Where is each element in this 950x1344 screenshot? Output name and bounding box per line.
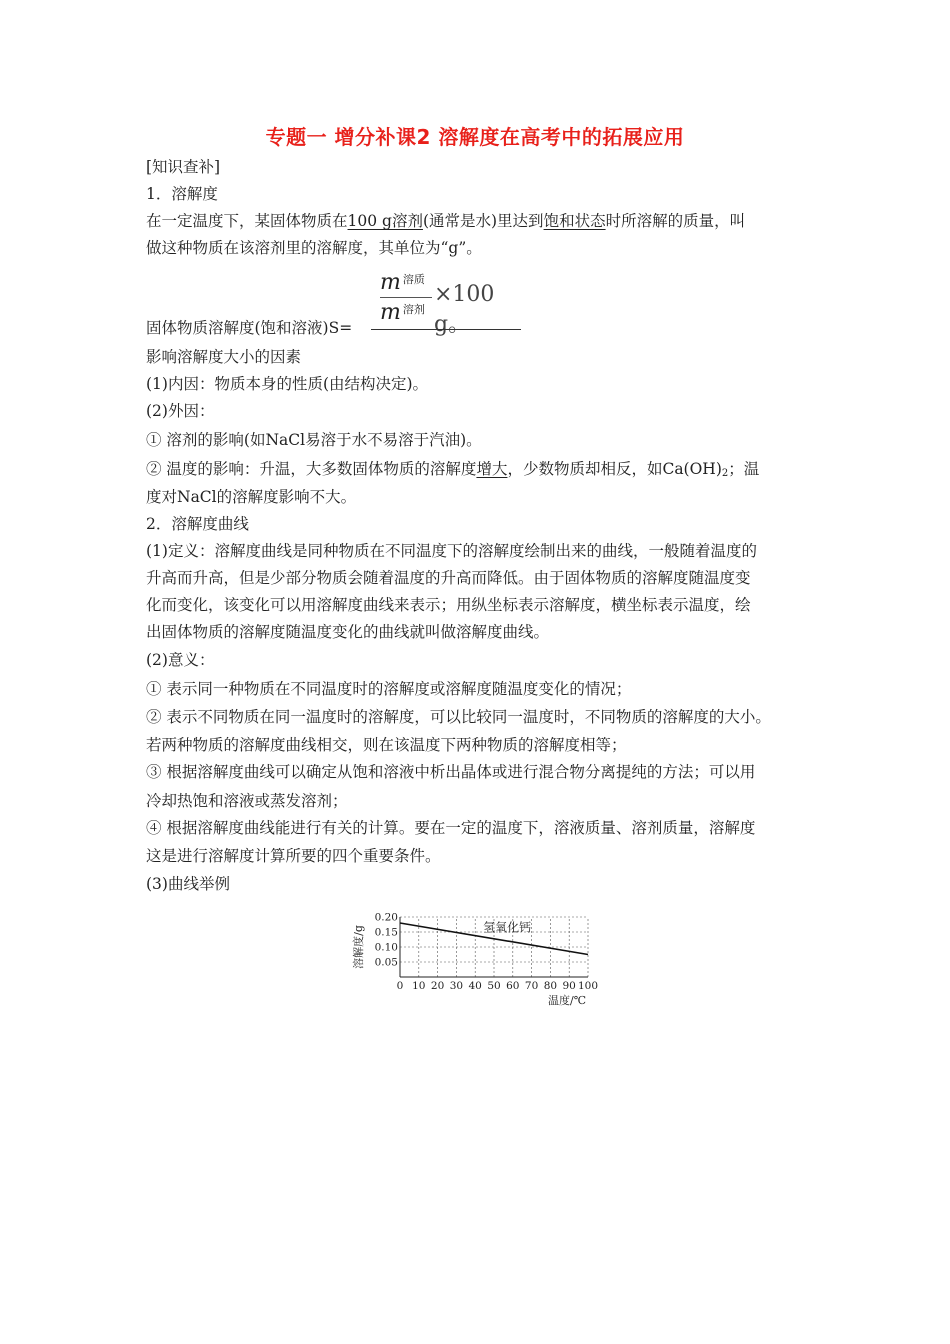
solubility-formula-image: m $^{溶质}$ m $^{溶剂}$ ×100 g。 xyxy=(380,270,495,337)
meaning-line: ③ 根据溶解度曲线可以确定从饱和溶液中析出晶体或进行混合物分离提纯的方法；可以用 xyxy=(146,763,756,781)
y-tick-label: 0.10 xyxy=(374,941,398,954)
formula-label: 固体物质溶解度(饱和溶液)S= xyxy=(146,319,353,337)
x-tick-label: 90 xyxy=(562,980,576,992)
y-axis-label: 溶解度/g xyxy=(352,925,365,969)
x-tick-label: 80 xyxy=(543,980,558,992)
example-heading: (3)曲线举例 xyxy=(146,875,230,893)
sec1-definition-cont: 做这种物质在该溶剂里的溶解度，其单位为“g”。 xyxy=(146,239,482,257)
factor-external: (2)外因： xyxy=(146,402,215,420)
meaning-line: 冷却热饱和溶液或蒸发溶剂； xyxy=(146,792,348,810)
x-tick-label: 20 xyxy=(430,980,445,992)
x-tick-label: 0 xyxy=(396,980,404,992)
factor-internal: (1)内因：物质本身的性质(由结构决定)。 xyxy=(146,375,429,393)
meaning-heading: (2)意义： xyxy=(146,651,215,669)
sec2-heading: 2．溶解度曲线 xyxy=(146,515,249,533)
section-header: [知识查补] xyxy=(146,158,221,176)
x-tick-label: 40 xyxy=(468,980,482,992)
sec1-heading: 1．溶解度 xyxy=(146,185,218,203)
factor-temperature-cont: 度对NaCl的溶解度影响不大。 xyxy=(146,488,357,506)
solubility-chart xyxy=(340,902,610,1012)
meaning-line: ④ 根据溶解度曲线能进行有关的计算。要在一定的温度下，溶液质量、溶剂质量，溶解度 xyxy=(146,819,756,837)
x-tick-label: 100 xyxy=(577,980,599,992)
y-tick-label: 0.15 xyxy=(374,926,398,939)
x-tick-label: 50 xyxy=(487,980,501,992)
x-tick-label: 60 xyxy=(506,980,520,992)
page-title: 专题一 增分补课2 溶解度在高考中的拓展应用 xyxy=(265,125,685,149)
x-tick-label: 70 xyxy=(524,980,539,992)
factor-temperature: ② 温度的影响：升温，大多数固体物质的溶解度增大，少数物质却相反，如$Ca(OH)_2$；温 xyxy=(146,460,760,479)
sec1-definition: 在一定温度下，某固体物质在100 g溶剂(通常是水)里达到饱和状态时所溶解的质量，叫 xyxy=(146,212,746,230)
factors-heading: 影响溶解度大小的因素 xyxy=(146,348,302,366)
sec2-def-line: 出固体物质的溶解度随温度变化的曲线就叫做溶解度曲线。 xyxy=(146,623,550,641)
x-axis-label: 温度/℃ xyxy=(547,994,586,1007)
y-tick-label: 0.20 xyxy=(374,911,398,924)
sec2-def-line: 升高而升高，但是少部分物质会随着温度的升高而降低。由于固体物质的溶解度随温度变 xyxy=(146,569,751,587)
factor-solvent: ① 溶剂的影响(如NaCl易溶于水不易溶于汽油)。 xyxy=(146,431,482,449)
x-tick-label: 10 xyxy=(412,980,426,992)
meaning-line: ② 表示不同物质在同一温度时的溶解度，可以比较同一温度时，不同物质的溶解度的大小。 xyxy=(146,708,771,726)
meaning-line: ① 表示同一种物质在不同温度时的溶解度或溶解度随温度变化的情况； xyxy=(146,680,632,698)
meaning-line: 若两种物质的溶解度曲线相交，则在该温度下两种物质的溶解度相等； xyxy=(146,736,627,754)
x-tick-label: 30 xyxy=(449,980,464,992)
sec2-def-line: 化而变化，该变化可以用溶解度曲线来表示；用纵坐标表示溶解度，横坐标表示温度，绘 xyxy=(146,596,751,614)
series-annotation: 氢氧化钙 xyxy=(483,920,532,935)
y-tick-label: 0.05 xyxy=(374,956,398,969)
meaning-line: 这是进行溶解度计算所要的四个重要条件。 xyxy=(146,847,441,865)
formula-fraction-line xyxy=(371,329,521,330)
sec2-def-line: (1)定义：溶解度曲线是同种物质在不同温度下的溶解度绘制出来的曲线，一般随着温度的 xyxy=(146,542,757,560)
